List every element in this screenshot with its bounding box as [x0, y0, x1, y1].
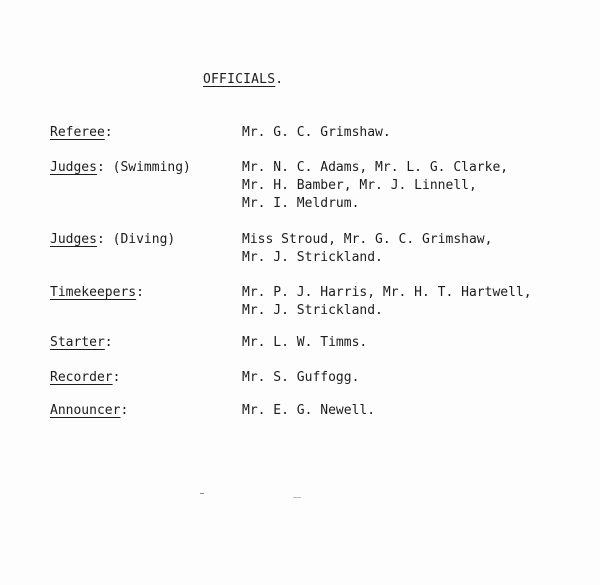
role-name: Judges — [50, 160, 97, 175]
page-title — [203, 72, 283, 87]
official-name-line: Mr. J. Strickland. — [242, 250, 383, 265]
official-name-line: Mr. H. Bamber, Mr. J. Linnell, — [242, 178, 477, 193]
role-label-announcer — [50, 402, 128, 420]
official-names-starter — [242, 334, 367, 352]
role-label-judges-swimming — [50, 159, 191, 177]
role-label-recorder — [50, 369, 120, 387]
scan-speck — [200, 493, 204, 494]
official-name-line: Mr. N. C. Adams, Mr. L. G. Clarke, — [242, 160, 509, 175]
official-names-recorder — [242, 369, 359, 387]
official-names-referee — [242, 124, 391, 142]
role-name: Timekeepers — [50, 285, 137, 300]
official-name-line: Miss Stroud, Mr. G. C. Grimshaw, — [242, 232, 493, 247]
official-names-judges-swimming — [242, 159, 508, 213]
role-suffix: : (Diving) — [96, 232, 176, 247]
page-title-dot: . — [275, 72, 284, 87]
role-name: Judges — [50, 232, 97, 247]
role-label-timekeepers — [50, 284, 144, 302]
role-suffix: : — [136, 285, 144, 300]
role-suffix: : — [104, 125, 113, 140]
role-name: Recorder — [50, 370, 113, 385]
official-name-line: Mr. G. C. Grimshaw. — [242, 125, 391, 140]
official-name-line: Mr. J. Strickland. — [242, 303, 383, 318]
role-suffix: : — [120, 403, 129, 418]
official-name-line: Mr. P. J. Harris, Mr. H. T. Hartwell, — [242, 285, 532, 300]
official-names-timekeepers — [242, 284, 532, 320]
role-suffix: : — [112, 370, 121, 385]
role-label-starter — [50, 334, 113, 352]
role-suffix: : — [104, 335, 113, 350]
role-name: Referee — [50, 125, 105, 140]
page-title-text: OFFICIALS — [203, 72, 276, 87]
official-names-announcer — [242, 402, 375, 420]
scan-speck — [293, 497, 301, 498]
official-name-line: Mr. L. W. Timms. — [242, 335, 368, 350]
official-name-line: Mr. I. Meldrum. — [242, 196, 360, 211]
role-name: Announcer — [50, 403, 121, 418]
role-label-referee — [50, 124, 113, 142]
role-name: Starter — [50, 335, 105, 350]
role-label-judges-diving — [50, 231, 175, 249]
role-suffix: : (Swimming) — [96, 160, 191, 175]
official-names-judges-diving — [242, 231, 492, 267]
official-name-line: Mr. S. Guffogg. — [242, 370, 360, 385]
official-name-line: Mr. E. G. Newell. — [242, 403, 376, 418]
